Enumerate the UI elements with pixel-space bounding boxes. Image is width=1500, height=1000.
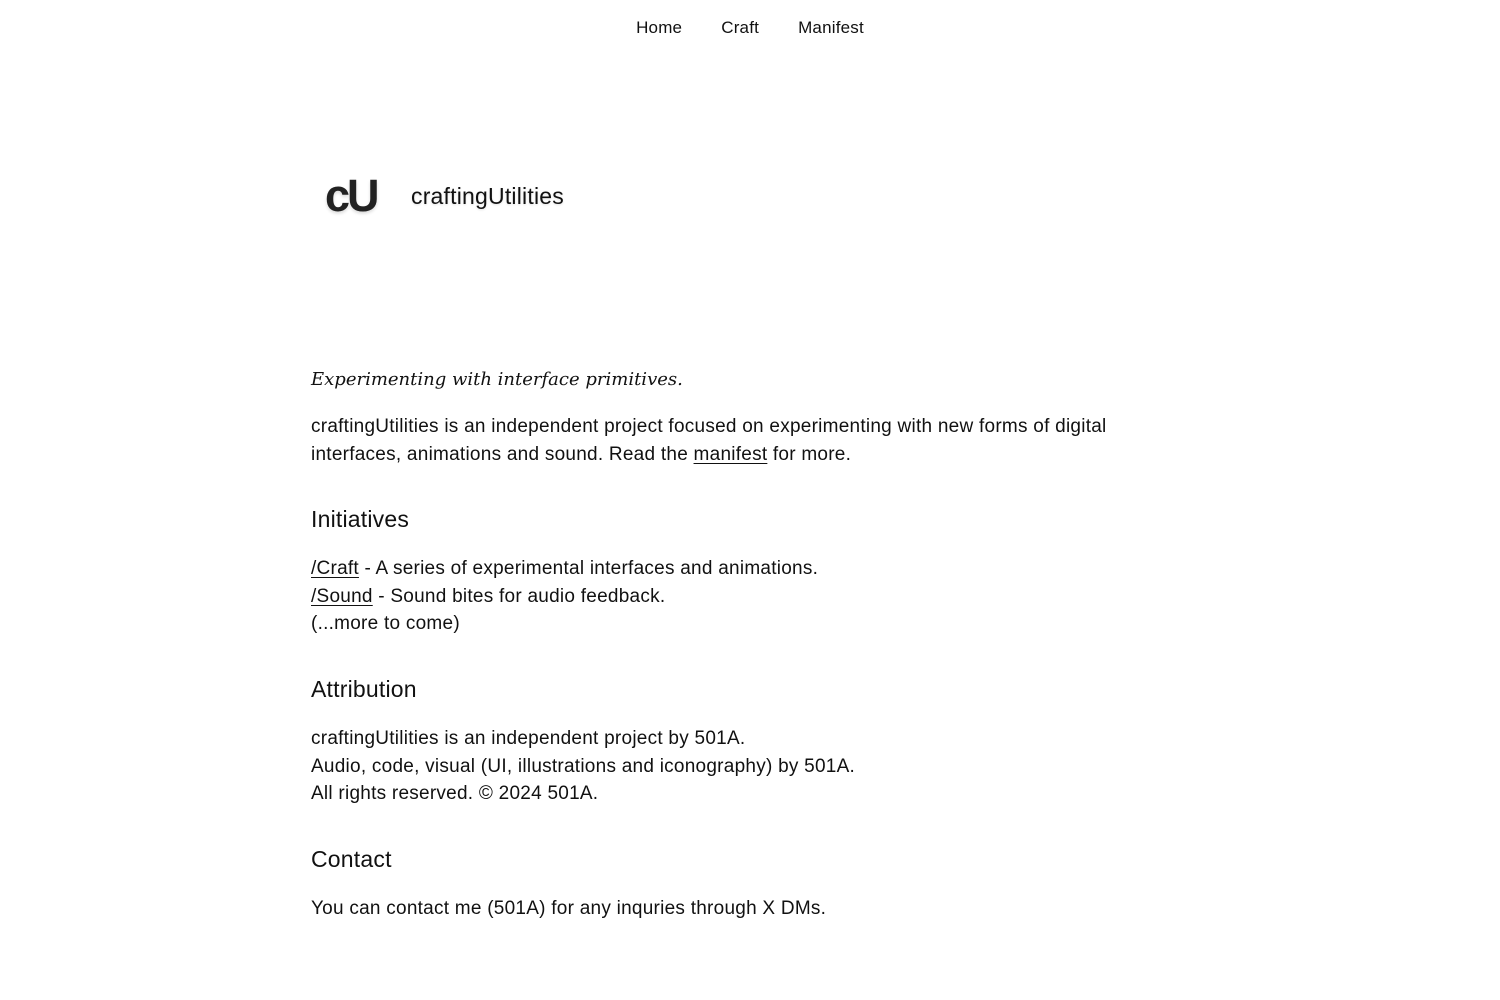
initiative-description: - Sound bites for audio feedback. [372, 585, 666, 607]
attribution-heading: Attribution [311, 676, 417, 702]
site-title: craftingUtilities [411, 182, 564, 209]
initiative-item-sound [311, 583, 1191, 611]
sound-link[interactable]: /Sound [311, 585, 373, 607]
tagline: Experimenting with interface primitives. [311, 369, 683, 390]
contact-heading: Contact [311, 846, 392, 872]
intro-paragraph [311, 413, 1191, 468]
contact-text [311, 895, 1191, 923]
top-nav [0, 18, 1500, 38]
contact-line: You can contact me (501A) for any inquries through X DMs. [311, 898, 827, 919]
intro-text-after: for more. [767, 443, 852, 465]
copyright-line: All rights reserved. © 2024 501A. [311, 783, 599, 804]
initiatives-list [311, 555, 1191, 638]
attribution-line: Audio, code, visual (UI, illustrations and iconography) by 501A. [311, 755, 856, 777]
initiatives-heading: Initiatives [311, 506, 410, 532]
craft-link[interactable]: /Craft [311, 558, 359, 579]
initiative-description: - A series of experimental interfaces and animations. [358, 558, 819, 579]
manifest-link[interactable]: manifest [693, 443, 768, 465]
brand-header [325, 170, 564, 222]
initiatives-more: (...more to come) [311, 613, 460, 634]
logo: cU [325, 170, 377, 221]
nav-link-manifest[interactable]: Manifest [798, 18, 864, 37]
nav-link-home[interactable]: Home [636, 18, 683, 37]
attribution-line: craftingUtilities is an independent project by 501A. [311, 728, 746, 749]
nav-link-craft[interactable]: Craft [721, 18, 760, 37]
intro-text-before: craftingUtilities is an independent project focused on experimenting with new forms of digital interfaces, animations and sound. Read the [311, 416, 1107, 465]
initiative-item-craft [311, 555, 1191, 583]
attribution-text [311, 725, 1191, 808]
